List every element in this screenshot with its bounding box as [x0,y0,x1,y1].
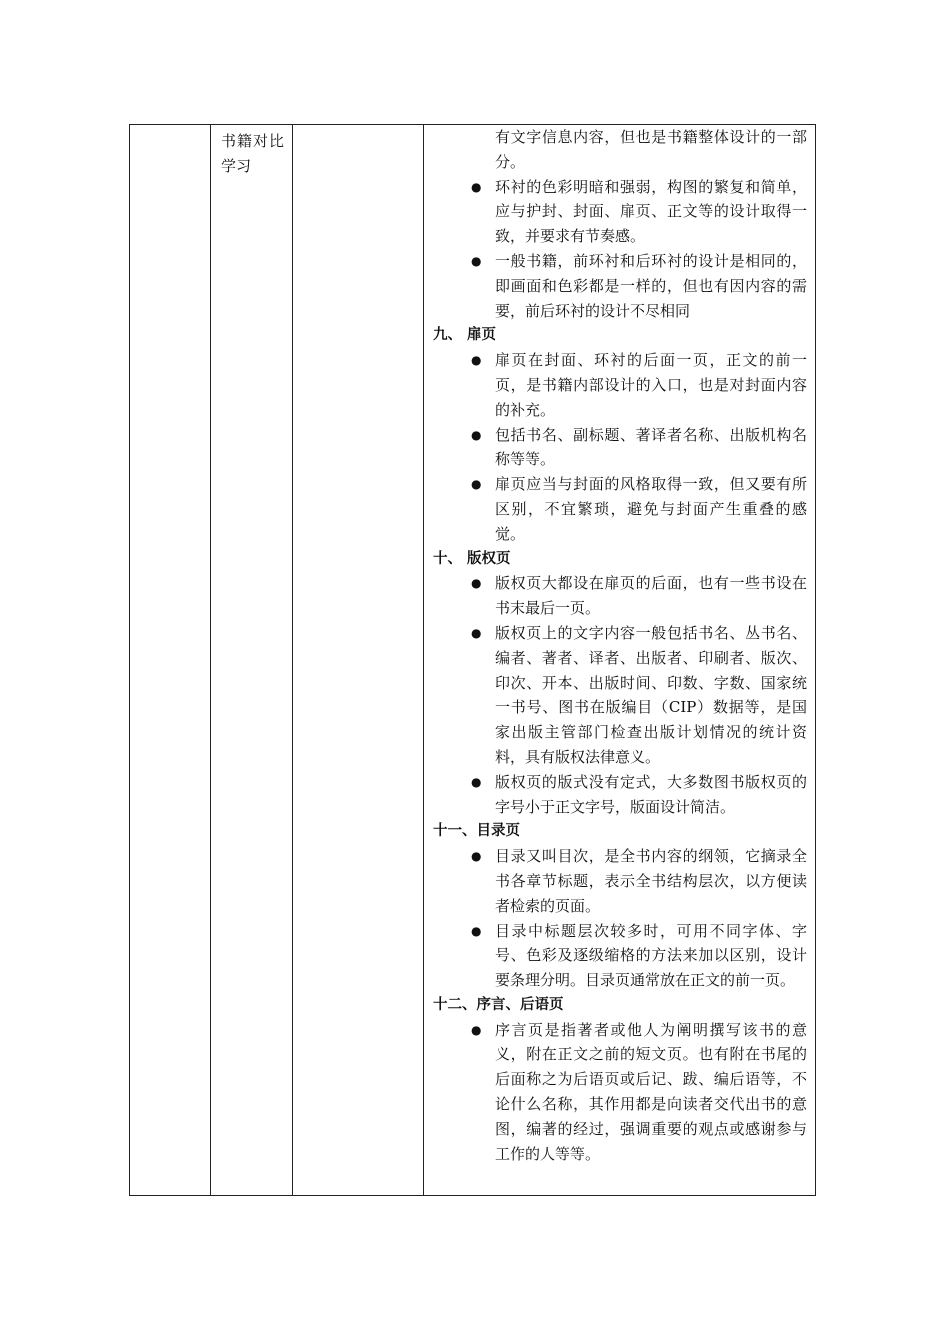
table-cell-empty-3 [293,125,424,1196]
section-heading: 九、 扉页 [433,327,497,344]
bullet-icon: ● [471,1022,482,1037]
list-item-text: 包括书名、副标题、著译者名称、出版机构名称等等。 [495,425,807,469]
list-item [433,175,807,249]
list-item-text: 版权页大都设在扉页的后面，也有一些书设在书末最后一页。 [495,574,807,618]
list-item-text: 序言页是指著者或他人为阐明撰写该书的意义，附在正文之前的短文页。也有附在书尾的后面称之为后语页或后记、跋、编后语等，不论什么名称，其作用都是向读者交代出书的意图，编著的经过，强调重要的观点或感谢参与工作的人等等。 [495,1020,807,1163]
bullet-icon: ● [471,477,482,492]
list-item [433,844,807,918]
continued-paragraph: 有文字信息内容，但也是书籍整体设计的一部分。 [495,128,807,171]
list-item-text: 环衬的色彩明暗和强弱，构图的繁复和简单，应与护封、封面、扉页、正文等的设计取得一致，并要求有节奏感。 [495,177,807,246]
bullet-icon: ● [471,427,482,442]
bullet-icon: ● [471,253,482,268]
bullet-icon: ● [471,923,482,938]
section-heading: 十二、序言、后语页 [433,996,564,1013]
list-item-text: 版权页上的文字内容一般包括书名、丛书名、编者、著者、译者、出版者、印刷者、版次、印次、开本、出版时间、印数、字数、国家统一书号、图书在版编目（CIP）数据等，是国家出版主管部门检查出版计划情况的统计资料，具有版权法律意义。 [495,623,807,766]
table-row [130,125,816,1196]
bullet-icon: ● [471,849,482,864]
section-heading: 十一、目录页 [433,823,520,840]
table-cell-content [424,125,816,1196]
list-item [433,423,807,473]
list-item-text: 版权页的版式没有定式，大多数图书版权页的字号小于正文字号，版面设计简洁。 [495,772,807,816]
list-item [433,472,807,546]
content-block [424,125,815,1166]
bullet-icon: ● [471,179,482,194]
bullet-icon: ● [471,353,482,368]
list-item [433,249,807,323]
list-item-text: 一般书籍，前环衬和后环衬的设计是相同的，即画面和色彩都是一样的，但也有因内容的需要，前后环衬的设计不尽相同 [495,251,807,320]
list-item [433,919,807,993]
list-item-text: 目录又叫目次，是全书内容的纲领，它摘录全书各章节标题，表示全书结构层次，以方便读者检索的页面。 [495,847,807,915]
list-item-text: 扉页在封面、环衬的后面一页，正文的前一页，是书籍内部设计的入口，也是对封面内容的补充。 [495,351,807,419]
list-item-text: 扉页应当与封面的风格取得一致，但又要有所区别，不宜繁琐，避免与封面产生重叠的感觉。 [495,475,807,543]
list-item [433,348,807,422]
list-item [433,571,807,621]
table-cell-subject [211,125,293,1196]
course-table [129,124,816,1196]
list-item [433,621,807,770]
list-item-text: 目录中标题层次较多时，可用不同字体、字号、色彩及逐级缩格的方法来加以区别，设计要条理分明。目录页通常放在正文的前一页。 [495,921,807,990]
section-heading: 十、 版权页 [433,550,511,567]
list-item [433,770,807,820]
subject-text: 书籍对比学习 [221,132,284,175]
table-cell-empty-1 [130,125,211,1196]
bullet-icon: ● [471,576,482,591]
bullet-icon: ● [471,625,482,640]
bullet-icon: ● [471,774,482,789]
list-item [433,1018,807,1167]
